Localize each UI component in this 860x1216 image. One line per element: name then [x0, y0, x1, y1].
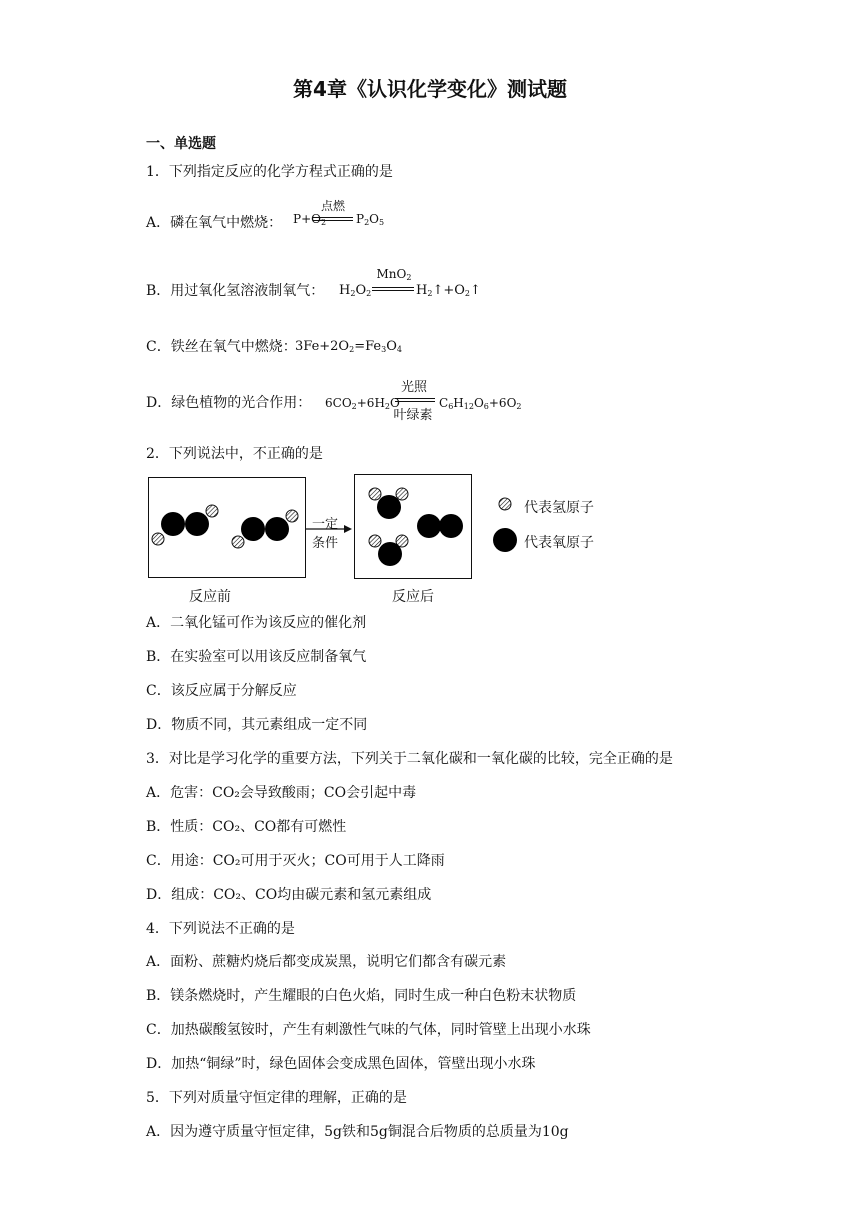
legend-oxygen-label: 代表氧原子 [524, 535, 594, 551]
q1-a-condition: 点燃 [320, 199, 345, 213]
q4-option-a: A．面粉、蔗糖灼烧后都变成炭黑，说明它们都含有碳元素 [146, 954, 507, 970]
hydrogen-atom [232, 536, 244, 548]
q3-option-c: C．用途：CO₂可用于灭火；CO可用于人工降雨 [146, 853, 445, 869]
hydrogen-atom [369, 535, 381, 547]
q1-b-condition: MnO$_2$ [376, 267, 412, 282]
legend-hydrogen-icon [499, 498, 511, 510]
hydrogen-atom [396, 488, 408, 500]
q1-b-equation: $H_2O_2$ [339, 283, 372, 298]
q1-a-product: $P_2O_5$ [356, 212, 385, 227]
q5-option-a: A．因为遵守质量守恒定律，5g铁和5g铜混合后物质的总质量为10g [146, 1124, 569, 1140]
q1-option-c: C．铁丝在氧气中燃烧： [146, 339, 297, 355]
oxygen-atom [185, 512, 209, 536]
q5-stem: 5．下列对质量守恒定律的理解，正确的是 [146, 1090, 407, 1106]
arrow-label-1: 一定 [312, 517, 339, 532]
hydrogen-atom [286, 510, 298, 522]
q4-option-b: B．镁条燃烧时，产生耀眼的白色火焰，同时生成一种白色粉末状物质 [146, 988, 577, 1004]
q2-option-d: D．物质不同，其元素组成一定不同 [146, 717, 368, 733]
oxygen-atom [161, 512, 185, 536]
hydrogen-atom [206, 505, 218, 517]
q3-option-b: B．性质：CO₂、CO都有可燃性 [146, 819, 347, 835]
page-title: 第4章《认识化学变化》测试题 [293, 77, 567, 101]
q2-option-b: B．在实验室可以用该反应制备氧气 [146, 649, 367, 665]
arrow-label-2: 条件 [312, 536, 339, 551]
q4-option-c: C．加热碳酸氢铵时，产生有刺激性气味的气体，同时管壁上出现小水珠 [146, 1022, 591, 1038]
oxygen-atom [265, 517, 289, 541]
q4-option-d: D．加热“铜绿”时，绿色固体会变成黑色固体，管壁出现小水珠 [146, 1056, 536, 1072]
before-label: 反应前 [189, 589, 231, 605]
q1-option-b: B．用过氧化氢溶液制氧气： [146, 283, 325, 299]
q1-option-a: A．磷在氧气中燃烧： [146, 215, 283, 231]
oxygen-atom [378, 542, 402, 566]
section-heading: 一、单选题 [146, 136, 216, 152]
q1-d-product: $C_6H_{12}O_6+6O_2$ [439, 396, 522, 411]
reaction-arrow-head [344, 525, 352, 533]
q3-option-a: A．危害：CO₂会导致酸雨；CO会引起中毒 [146, 785, 417, 801]
oxygen-atom [417, 514, 441, 538]
oxygen-atom [241, 517, 265, 541]
after-label: 反应后 [392, 589, 434, 605]
q1-option-d: D．绿色植物的光合作用： [146, 395, 312, 411]
q3-option-d: D．组成：CO₂、CO均由碳元素和氢元素组成 [146, 887, 432, 903]
oxygen-atom [377, 495, 401, 519]
q3-stem: 3．对比是学习化学的重要方法，下列关于二氧化碳和一氧化碳的比较，完全正确的是 [146, 751, 673, 767]
q4-stem: 4．下列说法不正确的是 [146, 921, 295, 937]
oxygen-atom [439, 514, 463, 538]
q1-a-equation: $P+O_2$ [293, 212, 327, 227]
q1-d-equation: $6CO_2+6H_2O$ [325, 396, 400, 411]
q1-c-equation: $3Fe+2O_2=Fe_3O_4$ [295, 339, 402, 354]
q2-stem: 2．下列说法中，不正确的是 [146, 446, 323, 462]
q1-stem: 1．下列指定反应的化学方程式正确的是 [146, 164, 393, 180]
q2-option-a: A．二氧化锰可作为该反应的催化剂 [146, 615, 367, 631]
hydrogen-atom [152, 533, 164, 545]
legend-oxygen-icon [493, 528, 517, 552]
q1-b-product: $H_2↑+O_2↑$ [416, 283, 481, 298]
hydrogen-atom [369, 488, 381, 500]
q2-option-c: C．该反应属于分解反应 [146, 683, 297, 699]
q1-d-condition-top: 光照 [400, 380, 427, 395]
legend-hydrogen-label: 代表氢原子 [524, 500, 594, 516]
q1-d-condition-bottom: 叶绿素 [393, 408, 433, 423]
